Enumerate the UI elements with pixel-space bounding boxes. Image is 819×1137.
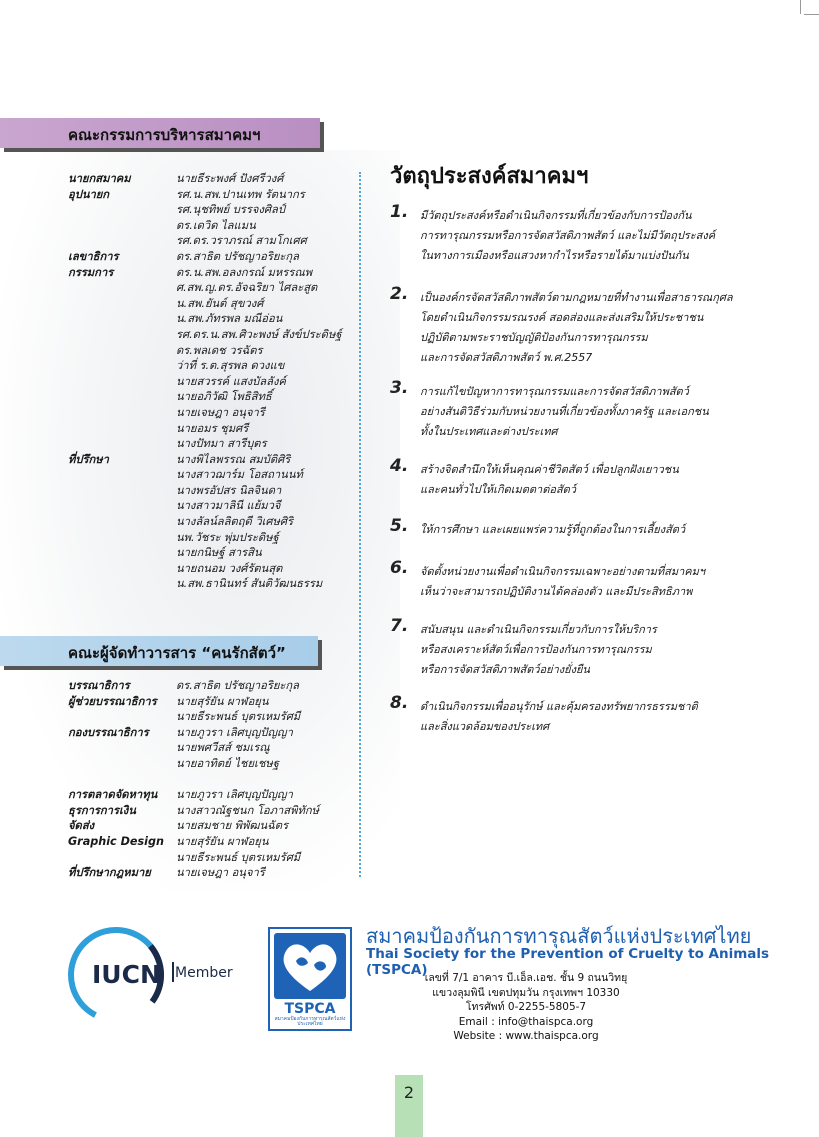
member-name: นพ.วัชระ พุ่มประดิษฐ์ [176, 530, 279, 544]
member-row [68, 343, 368, 359]
member-row [68, 514, 368, 530]
objective-item [390, 202, 790, 266]
member-row [68, 436, 368, 452]
member-row [68, 530, 368, 546]
org-name-english: Thai Society for the Prevention of Cruelty to Animals (TSPCA) [366, 946, 770, 978]
member-name: นายธีระพนธ์ บุตรเหมรัศมี [176, 850, 301, 864]
member-row [68, 740, 368, 756]
objective-text-line: หรือสงเคราะห์สัตว์เพื่อการป้องกันการทารุณกรรม [420, 643, 652, 656]
address-line: โทรศัพท์ 0-2255-5805-7 [465, 1001, 587, 1013]
member-row [68, 483, 368, 499]
member-name: นายธีระพนธ์ บุตรเหมรัศมี [176, 710, 301, 724]
iucn-member-label: Member [175, 965, 233, 981]
objective-text-line: ให้การศึกษา และเผยแพร่ความรู้ที่ถูกต้องในการเลี้ยงสัตว์ [420, 523, 686, 536]
objective-text-line: สร้างจิตสำนึกให้เห็นคุณค่าชีวิตสัตว์ เพื่อปลูกฝังเยาวชน [420, 463, 679, 476]
objective-text-line: และการจัดสวัสดิภาพสัตว์ พ.ศ.2557 [420, 351, 593, 364]
editorial-heading-band [0, 636, 318, 666]
member-role: จัดส่ง [68, 819, 95, 833]
member-role: เลขาธิการ [68, 249, 119, 263]
member-name: นายถนอม วงศ์รัตนสุต [176, 561, 283, 575]
tspca-logo-caption: สมาคมป้องกันการทารุณสัตว์แห่งประเทศไทย [274, 1016, 346, 1027]
tspca-logo [268, 927, 352, 1031]
member-role: ผู้ช่วยบรรณาธิการ [68, 694, 157, 708]
member-row [68, 421, 368, 437]
member-name: นางสาวมาลินี แย้มวจี [176, 499, 281, 513]
column-divider [359, 172, 361, 877]
member-name: นายกนิษฐ์ สารสิน [176, 546, 262, 560]
member-name: นายสวรรค์ แสงบัลลังค์ [176, 374, 286, 388]
member-row [68, 834, 368, 850]
member-row [68, 233, 368, 249]
objective-item [390, 558, 790, 602]
objective-text-line: จัดตั้งหน่วยงานเพื่อดำเนินกิจกรรมเฉพาะอย่างตามที่สมาคมฯ [420, 565, 706, 578]
objective-item [390, 378, 790, 442]
member-row [68, 545, 368, 561]
objective-text-line: และสิ่งแวดล้อมของประเทศ [420, 720, 550, 733]
member-role: ธุรการการเงิน [68, 803, 136, 817]
member-name: ดร.น.สพ.อลงกรณ์ มหรรณพ [176, 265, 313, 279]
objective-item [390, 456, 790, 500]
editorial-heading: คณะผู้จัดทำวารสาร “คนรักสัตว์” [68, 644, 286, 662]
member-name: ว่าที่ ร.ต.สุรพล ดวงแข [176, 359, 285, 373]
member-row [68, 187, 368, 203]
objectives-title: วัตถุประสงค์สมาคมฯ [390, 164, 589, 189]
member-row [68, 467, 368, 483]
member-row [68, 311, 368, 327]
member-name: นางสาวณัฐชนก โอภาสพิทักษ์ [176, 803, 320, 817]
tspca-wordmark: TSPCA [284, 1001, 336, 1017]
org-address [366, 971, 686, 1044]
committee-list [68, 171, 368, 592]
member-row [68, 850, 368, 866]
member-row [68, 803, 368, 819]
iucn-separator [172, 962, 174, 982]
member-row [68, 787, 368, 803]
editorial-list [68, 678, 368, 881]
member-name: น.สพ.ภัทรพล มณีอ่อน [176, 312, 283, 326]
member-row [68, 374, 368, 390]
member-row [68, 218, 368, 234]
member-row [68, 389, 368, 405]
objective-text-line: โดยดำเนินกิจกรรมรณรงค์ สอดส่องและส่งเสริมให้ประชาชน [420, 311, 704, 324]
member-role: การตลาดจัดหาทุน [68, 788, 158, 802]
member-name: ศ.สพ.ญ.ดร.อัจฉริยา ไศละสูต [176, 281, 318, 295]
member-row [68, 171, 368, 187]
iucn-wordmark: IUCN [92, 960, 161, 989]
member-row [68, 818, 368, 834]
member-name: นายธีระพงศ์ ปังศรีวงศ์ [176, 172, 284, 185]
member-name: นายเจษฎา อนุจารี [176, 866, 265, 880]
objective-text-line: อย่างสันติวิธีร่วมกับหน่วยงานที่เกี่ยวข้องทั้งภาครัฐ และเอกชน [420, 405, 709, 418]
member-name: นางสาวฌาร์ม โอสถานนท์ [176, 468, 303, 482]
member-row [68, 772, 368, 788]
member-role: อุปนายก [68, 187, 110, 201]
address-line: แขวงลุมพินี เขตปทุมวัน กรุงเทพฯ 10330 [432, 986, 620, 999]
objective-item [390, 693, 790, 737]
member-role: ที่ปรึกษากฎหมาย [68, 866, 151, 880]
member-name: นายอมร ชุมศรี [176, 421, 249, 435]
member-name: นายสมชาย พิพัฒนฉัตร [176, 819, 289, 833]
member-name: นายพศวีสส์ ชมเรณู [176, 741, 270, 755]
member-row [68, 694, 368, 710]
objective-item [390, 616, 790, 680]
member-name: นางลัลน์ลลิตฤดี วิเศษศิริ [176, 515, 294, 529]
member-name: น.สพ.ธานินทร์ สันติวัฒนธรรม [176, 577, 323, 591]
objective-number: 3. [390, 378, 409, 398]
objective-text-line: และคนทั่วไปให้เกิดเมตตาต่อสัตว์ [420, 483, 577, 496]
objective-number: 2. [390, 284, 409, 304]
objective-text-line: เป็นองค์กรจัดสวัสดิภาพสัตว์ตามกฎหมายที่ทำงานเพื่อสาธารณกุศล [420, 291, 733, 304]
member-name: นายอาทิตย์ ไชยเชษฐ [176, 756, 279, 770]
member-name: นางพรอัปสร นิลจินดา [176, 483, 282, 497]
address-line: Website : www.thaispca.org [453, 1030, 599, 1042]
objective-text-line: ในทางการเมืองหรือแสวงหากำไรหรือรายได้มาแบ่งปันกัน [420, 249, 689, 262]
member-role: นายกสมาคม [68, 172, 131, 185]
objective-text-line: สนับสนุน และดำเนินกิจกรรมเกี่ยวกับการให้บริการ [420, 623, 657, 636]
member-row [68, 725, 368, 741]
member-name: นางพิไลพรรณ สมบัติศิริ [176, 452, 291, 466]
crop-mark [804, 14, 819, 15]
member-name: ดร.เดวิด ไลแมน [176, 218, 256, 232]
member-row [68, 865, 368, 881]
objective-text-line: เห็นว่าจะสามารถปฏิบัติงานได้คล่องตัว และมีประสิทธิภาพ [420, 585, 693, 598]
member-role: บรรณาธิการ [68, 679, 130, 692]
objective-item [390, 284, 790, 368]
member-name: นายเจษฎา อนุจารี [176, 405, 265, 419]
objective-number: 8. [390, 693, 409, 713]
member-row [68, 709, 368, 725]
objective-text-line: ดำเนินกิจกรรมเพื่ออนุรักษ์ และคุ้มครองทรัพยากรธรรมชาติ [420, 700, 698, 713]
member-row [68, 296, 368, 312]
member-name: ดร.สาธิต ปรัชญาอริยะกุล [176, 249, 300, 263]
member-row [68, 561, 368, 577]
member-name: ดร.พลเดช วรฉัตร [176, 343, 263, 357]
objective-text-line: มีวัตถุประสงค์หรือดำเนินกิจกรรมที่เกี่ยวข้องกับการป้องกัน [420, 209, 692, 222]
member-role: Graphic Design [68, 834, 164, 848]
member-row [68, 452, 368, 468]
objective-number: 1. [390, 202, 409, 222]
member-role: กรรมการ [68, 265, 114, 279]
member-row [68, 678, 368, 694]
member-name: น.สพ.ยันต์ สุขวงศ์ [176, 296, 264, 310]
crop-mark [800, 0, 801, 14]
page-number-tab [395, 1075, 423, 1137]
member-name: นายสุรัยัน ผาฬอยุน [176, 694, 269, 708]
address-line: เลขที่ 7/1 อาคาร บี.เอ็ล.เอช. ชั้น 9 ถนนวิทยุ [424, 972, 628, 984]
member-name: นายอภิวัฒิ โพธิสิทธิ์ [176, 390, 272, 404]
member-name: รศ.นุชทิพย์ บรรจงศิลป์ [176, 203, 285, 217]
committee-heading: คณะกรรมการบริหารสมาคมฯ [68, 126, 261, 144]
member-name: รศ.น.สพ.ปานเทพ รัตนากร [176, 187, 305, 201]
objective-item [390, 516, 790, 540]
committee-heading-band [0, 118, 320, 148]
objective-text-line: การทารุณกรรมหรือการจัดสวัสดิภาพสัตว์ และไม่มีวัตถุประสงค์ [420, 229, 716, 242]
org-name-thai: สมาคมป้องกันการทารุณสัตว์แห่งประเทศไทย [366, 924, 752, 948]
address-line: Email : info@thaispca.org [458, 1015, 594, 1028]
member-role: กองบรรณาธิการ [68, 725, 149, 739]
member-name: นายสุรัยัน ผาฬอยุน [176, 834, 269, 848]
objective-number: 5. [390, 516, 409, 536]
member-row [68, 280, 368, 296]
member-row [68, 249, 368, 265]
member-row [68, 202, 368, 218]
member-name: รศ.ดร.น.สพ.ศิวะพงษ์ สังข์ประดิษฐ์ [176, 327, 342, 341]
member-row [68, 756, 368, 772]
member-row [68, 405, 368, 421]
objective-number: 7. [390, 616, 409, 636]
member-row [68, 498, 368, 514]
page-number: 2 [403, 1083, 415, 1102]
objective-text-line: หรือการจัดสวัสดิภาพสัตว์อย่างยั่งยืน [420, 663, 590, 676]
objective-text-line: ทั้งในประเทศและต่างประเทศ [420, 425, 558, 438]
member-name: นายภูวรา เลิศบุญปัญญา [176, 788, 293, 802]
member-name: รศ.ดร.วราภรณ์ สามโกเศศ [176, 234, 307, 248]
tspca-heart-icon [274, 933, 346, 999]
objective-text-line: การแก้ไขปัญหาการทารุณกรรมและการจัดสวัสดิภาพสัตว์ [420, 385, 689, 398]
member-name: นายภูวรา เลิศบุญปัญญา [176, 725, 293, 739]
objective-number: 6. [390, 558, 409, 578]
member-row [68, 327, 368, 343]
member-row [68, 576, 368, 592]
member-name: นางปัทมา สารีบุตร [176, 437, 267, 451]
member-role: ที่ปรึกษา [68, 452, 109, 466]
objective-number: 4. [390, 456, 409, 476]
member-name: ดร.สาธิต ปรัชญาอริยะกุล [176, 679, 300, 692]
objective-text-line: ปฏิบัติตามพระราชบัญญัติป้องกันการทารุณกรรม [420, 331, 648, 344]
member-row [68, 358, 368, 374]
member-row [68, 265, 368, 281]
